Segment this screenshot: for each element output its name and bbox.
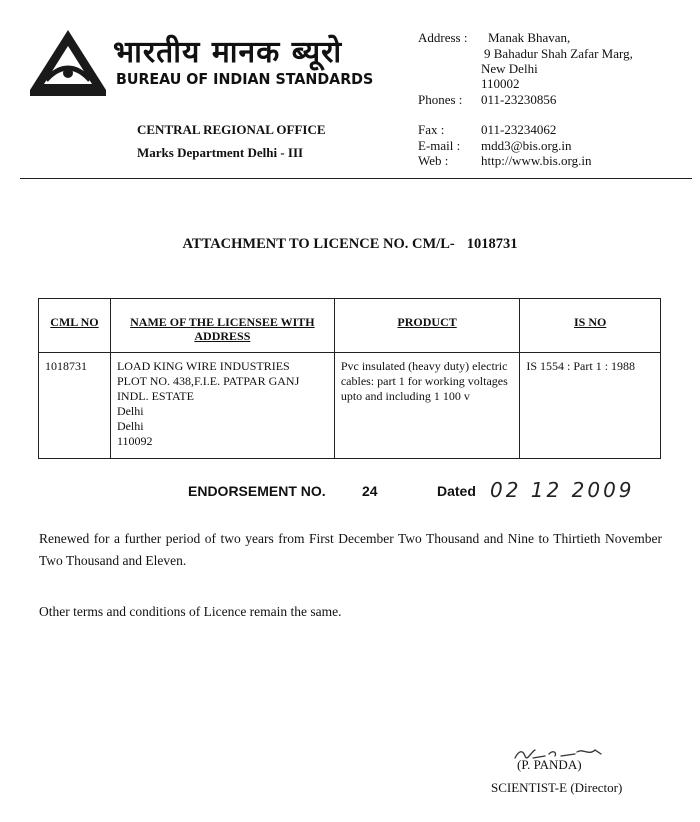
- header-licensee: NAME OF THE LICENSEE WITH ADDRESS: [110, 299, 334, 353]
- endorsement-number: 24: [362, 483, 378, 499]
- header-product: PRODUCT: [334, 299, 520, 353]
- department-name: Marks Department Delhi - III: [137, 145, 304, 160]
- licence-table: [38, 298, 661, 459]
- terms-paragraph: Other terms and conditions of Licence remain the same.: [39, 604, 342, 619]
- header-cml-no: CML NO: [39, 299, 111, 353]
- email-value: mdd3@bis.org.in: [481, 138, 572, 153]
- licensee-line: LOAD KING WIRE INDUSTRIES: [116, 359, 290, 373]
- signatory-title: SCIENTIST-E (Director): [491, 780, 623, 795]
- document-title: [0, 236, 700, 253]
- address-line: 110002: [481, 76, 520, 91]
- fax-label: Fax :: [418, 122, 445, 137]
- licensee-line: Delhi: [116, 404, 144, 418]
- title-text: ATTACHMENT TO LICENCE NO. CM/L-: [182, 236, 455, 252]
- address-line: Manak Bhavan,: [488, 30, 571, 45]
- phones-label: Phones :: [418, 92, 463, 107]
- fax-value: 011-23234062: [481, 122, 557, 137]
- handwritten-date: 02 12 2009: [490, 478, 635, 502]
- signatory-name: (P. PANDA): [517, 757, 582, 772]
- bis-logo-icon: [28, 28, 108, 98]
- address-line: New Delhi: [481, 61, 538, 76]
- address-line: 9 Bahadur Shah Zafar Marg,: [484, 46, 633, 61]
- cell-licensee: [110, 353, 334, 459]
- header-is-no: IS NO: [520, 299, 661, 353]
- office-name: CENTRAL REGIONAL OFFICE: [137, 122, 326, 137]
- dated-label: Dated: [437, 483, 476, 499]
- organization-name-hindi: भारतीय मानक ब्यूरो: [113, 35, 343, 70]
- web-value: http://www.bis.org.in: [481, 153, 592, 168]
- cell-is-no: IS 1554 : Part 1 : 1988: [520, 353, 661, 459]
- cell-cml-no: 1018731: [39, 353, 111, 459]
- table-header-row: [39, 299, 661, 353]
- email-label: E-mail :: [418, 138, 461, 153]
- licensee-line: Delhi: [116, 419, 144, 433]
- endorsement-label: ENDORSEMENT NO.: [188, 483, 326, 499]
- licensee-line: INDL. ESTATE: [116, 389, 194, 403]
- address-label: Address :: [418, 30, 468, 45]
- cell-product: Pvc insulated (heavy duty) electric cables: part 1 for working voltages upto and including 1 100 v: [334, 353, 520, 459]
- phones-value: 011-23230856: [481, 92, 557, 107]
- renewal-paragraph: Renewed for a further period of two years from First December Two Thousand and Nine to Thirtieth November Two Thousand and Eleven.: [39, 531, 662, 568]
- licence-number: 1018731: [466, 236, 518, 252]
- organization-name: BUREAU OF INDIAN STANDARDS: [116, 70, 374, 88]
- table-row: [39, 353, 661, 459]
- web-label: Web :: [418, 153, 449, 168]
- header-divider: [20, 178, 692, 179]
- licensee-line: 110092: [116, 434, 153, 448]
- licensee-line: PLOT NO. 438,F.I.E. PATPAR GANJ: [116, 374, 300, 388]
